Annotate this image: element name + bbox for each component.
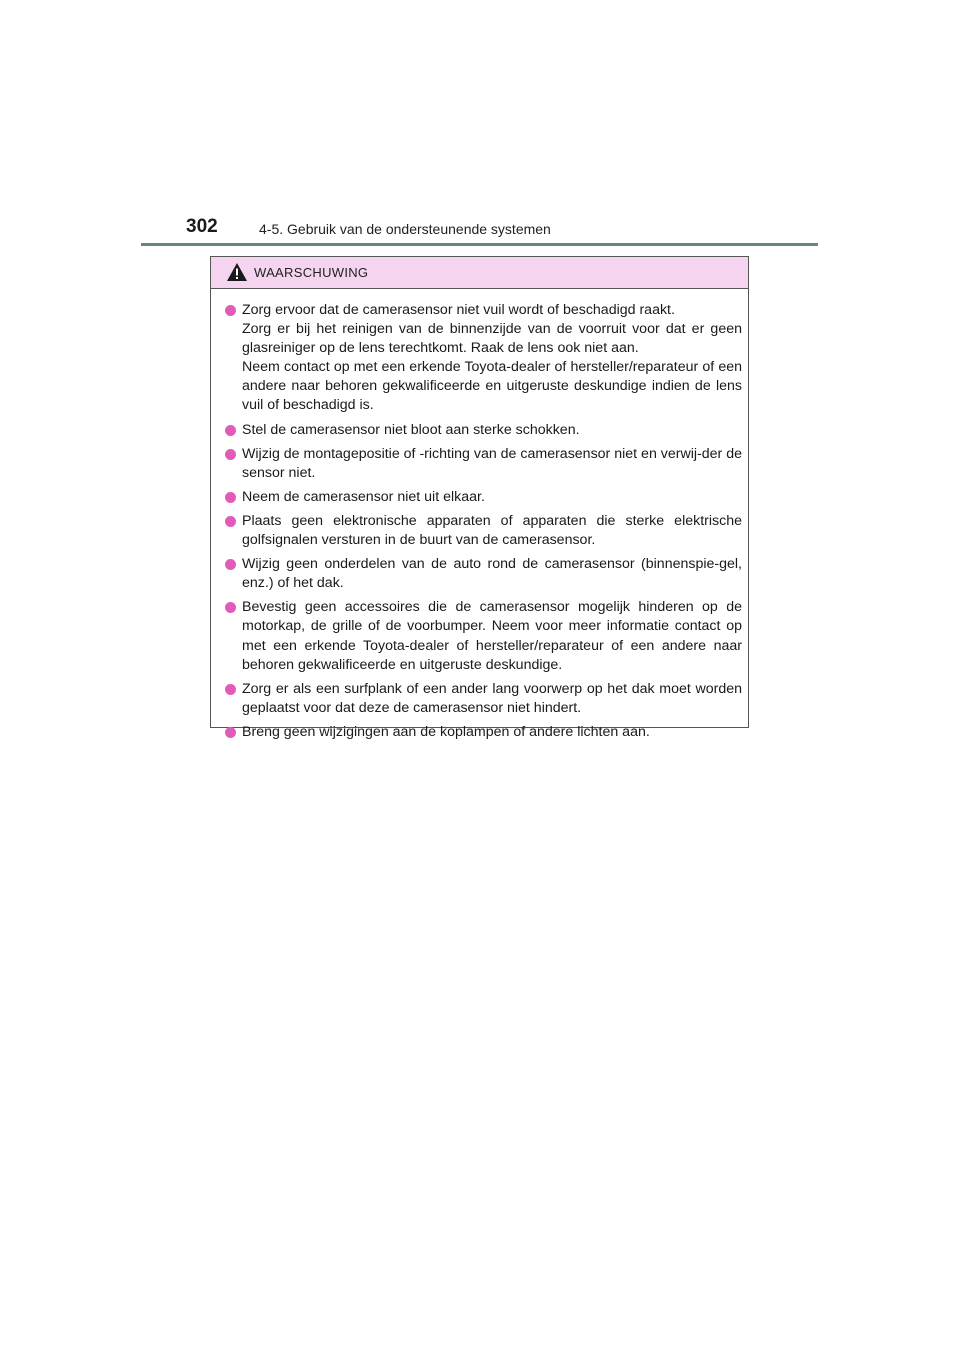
warning-item [223, 488, 742, 507]
header-rule [141, 243, 818, 246]
warning-item [223, 680, 742, 718]
bullet-icon [225, 684, 236, 695]
warning-item [223, 421, 742, 440]
warning-title: WAARSCHUWING [254, 265, 369, 280]
warning-item-text: Neem contact op met een erkende Toyota-dealer of hersteller/reparateur of een andere naar behoren gekwalificeerde en uitgeruste deskundige indien de lens vuil of beschadigd is. [242, 359, 742, 414]
warning-item [223, 445, 742, 483]
warning-item [223, 301, 742, 416]
bullet-icon [225, 559, 236, 570]
warning-item-text: Plaats geen elektronische apparaten of apparaten die sterke elektrische golfsignalen versturen in de buurt van de camerasensor. [242, 512, 742, 549]
warning-item-text: Zorg er als een surfplank of een ander lang voorwerp op het dak moet worden geplaatst voor dat deze de camerasensor niet hindert. [242, 680, 742, 716]
warning-triangle-icon [226, 262, 248, 282]
warning-item-text: Bevestig geen accessoires die de camerasensor mogelijk hinderen op de motorkap, de grille of de voorbumper. Neem voor meer informatie contact op met een erkende Toyota-dealer of hersteller/reparateur of een andere naar behoren gekwalificeerde en uitgeruste deskundige. [242, 599, 742, 673]
warning-item-text: Zorg ervoor dat de camerasensor niet vuil wordt of beschadigd raakt. [242, 302, 675, 318]
warning-item-text: Wijzig geen onderdelen van de auto rond de camerasensor (binnenspie-gel, enz.) of het dak. [242, 556, 742, 592]
warning-list [211, 289, 748, 742]
bullet-icon [225, 425, 236, 436]
warning-item [223, 555, 742, 593]
warning-item-text: Wijzig de montagepositie of -richting van de camerasensor niet en verwij-der de sensor niet. [242, 445, 742, 481]
bullet-icon [225, 492, 236, 503]
bullet-icon [225, 516, 236, 527]
warning-item-text: Breng geen wijzigingen aan de koplampen of andere lichten aan. [242, 723, 650, 740]
bullet-icon [225, 449, 236, 460]
warning-header [211, 257, 748, 289]
section-title: 4-5. Gebruik van de ondersteunende systemen [259, 221, 551, 237]
page-number: 302 [186, 216, 218, 237]
bullet-icon [225, 727, 236, 738]
warning-item-text: Neem de camerasensor niet uit elkaar. [242, 488, 485, 505]
bullet-icon [225, 305, 236, 316]
warning-box [210, 256, 749, 740]
bullet-icon [225, 602, 236, 613]
warning-item-text: Zorg er bij het reinigen van de binnenzijde van de voorruit voor dat er geen glasreiniger op de lens terechtkomt. Raak de lens ook niet aan. [242, 321, 742, 357]
warning-item [223, 512, 742, 550]
warning-item [223, 723, 742, 742]
warning-item-text: Stel de camerasensor niet bloot aan sterke schokken. [242, 421, 580, 438]
warning-item [223, 598, 742, 674]
